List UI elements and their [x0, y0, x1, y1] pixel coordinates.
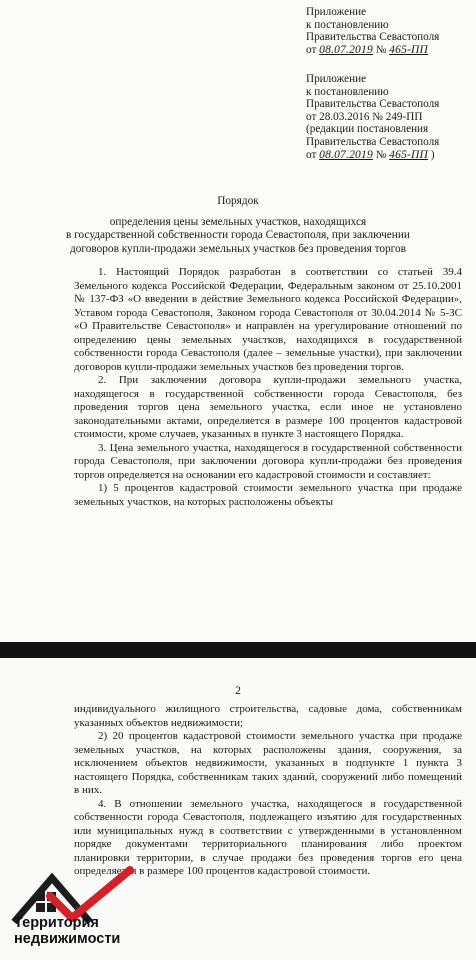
appendix-header-1: [306, 6, 439, 56]
title-heading: Порядок: [217, 195, 259, 207]
appendix-header-2: [306, 73, 439, 161]
paragraph-3-2: 2) 20 процентов кадастровой стоимости земельного участка при продаже земельных участков, на которых расположены здания, сооружения, за исключением объектов недвижимости, указанных в подпункте 1 пункта 3 настоящего Порядка, собственникам таких зданий, сооружений либо помещений в них.: [74, 730, 462, 796]
appendix-edition-note: (редакции постановления: [306, 123, 429, 136]
paragraph-3: 3. Цена земельного участка, находящегося в государственной собственности города Севастополя, при заключении договора купли-продажи без проведения торгов определяется на основании его кадастровой стоимости и составляет:: [74, 441, 462, 481]
document-title: [0, 195, 476, 256]
appendix-ref: к постановлению: [306, 18, 389, 31]
paragraph-continued: индивидуального жилищного строительства, садовые дома, собственникам указанных объектов недвижимости;: [74, 703, 462, 729]
logo-line-2: недвижимости: [14, 930, 121, 947]
appendix-edition-issuer: Правительства Севастополя: [306, 135, 440, 148]
appendix-date-line: от 08.07.2019 № 465-ПП: [306, 43, 429, 56]
appendix-ref: к постановлению: [306, 85, 389, 98]
title-line: в государственной собственности города Севастополя, при заключении: [66, 229, 410, 242]
window-icon: [36, 903, 45, 912]
document-body-page-1: [74, 266, 462, 509]
appendix-date-line: от 08.07.2019 № 465-ПП ): [306, 148, 435, 161]
handwritten-date: 08.07.2019: [319, 148, 373, 161]
logo-line-1: Территория: [14, 915, 99, 931]
handwritten-number: 465-ПП: [389, 148, 429, 161]
title-line: договоров купли-продажи земельных участков без проведения торгов: [69, 242, 407, 255]
handwritten-number: 465-ПП: [389, 43, 429, 56]
appendix-original-date: от 28.03.2016 № 249-ПП: [306, 110, 423, 123]
page-separator: [0, 642, 476, 658]
paragraph-3-1: 1) 5 процентов кадастровой стоимости земельного участка при продаже земельных участков, на которых расположены объекты: [74, 482, 462, 508]
window-icon: [36, 892, 45, 901]
page-number: 2: [235, 685, 241, 697]
appendix-label: Приложение: [306, 6, 367, 18]
appendix-issuer: Правительства Севастополя: [306, 31, 440, 44]
appendix-label: Приложение: [306, 73, 367, 85]
handwritten-date: 08.07.2019: [319, 43, 373, 56]
logo-text: [14, 916, 120, 947]
paragraph-2: 2. При заключении договора купли-продажи земельного участка, находящегося в государственной собственности города Севастополя, без проведения торгов цена земельного участка, если иное не установлено законодательными актами, определяется в размере 100 процентов кадастровой стоимости, кроме случаев, указанных в пункте 3 настоящего Порядка.: [74, 374, 462, 440]
paragraph-1: 1. Настоящий Порядок разработан в соответствии со статьей 39.4 Земельного кодекса Российской Федерации, Федеральным законом от 25.10.2001 № 137-ФЗ «О введении в действие Земельного кодекса Российской Федерации», Уставом города Севастополя, Законом города Севастополя от 30.04.2014 № 5-ЗС «О Правительстве Севастополя» и направлен на урегулирование отношений по определению цены земельных участков, находящихся в государственной собственности города Севастополя (далее – земельные участки), при заключении договоров купли-продажи земельных участков без проведения торгов.: [74, 266, 462, 373]
document-body-page-2: [74, 703, 462, 879]
appendix-issuer: Правительства Севастополя: [306, 98, 440, 111]
paragraph-4: 4. В отношении земельного участка, находящегося в государственной собственности города Севастополя, подлежащего изъятию для государственных или муниципальных нужд в соответствии с утвержденными в установленном порядке документами территориального планирования либо проектом планировки территории, в случае продажи без проведения торгов его цена определяется в размере 100 процентов кадастровой стоимости.: [74, 797, 462, 877]
title-line: определения цены земельных участков, находящихся: [109, 216, 367, 229]
